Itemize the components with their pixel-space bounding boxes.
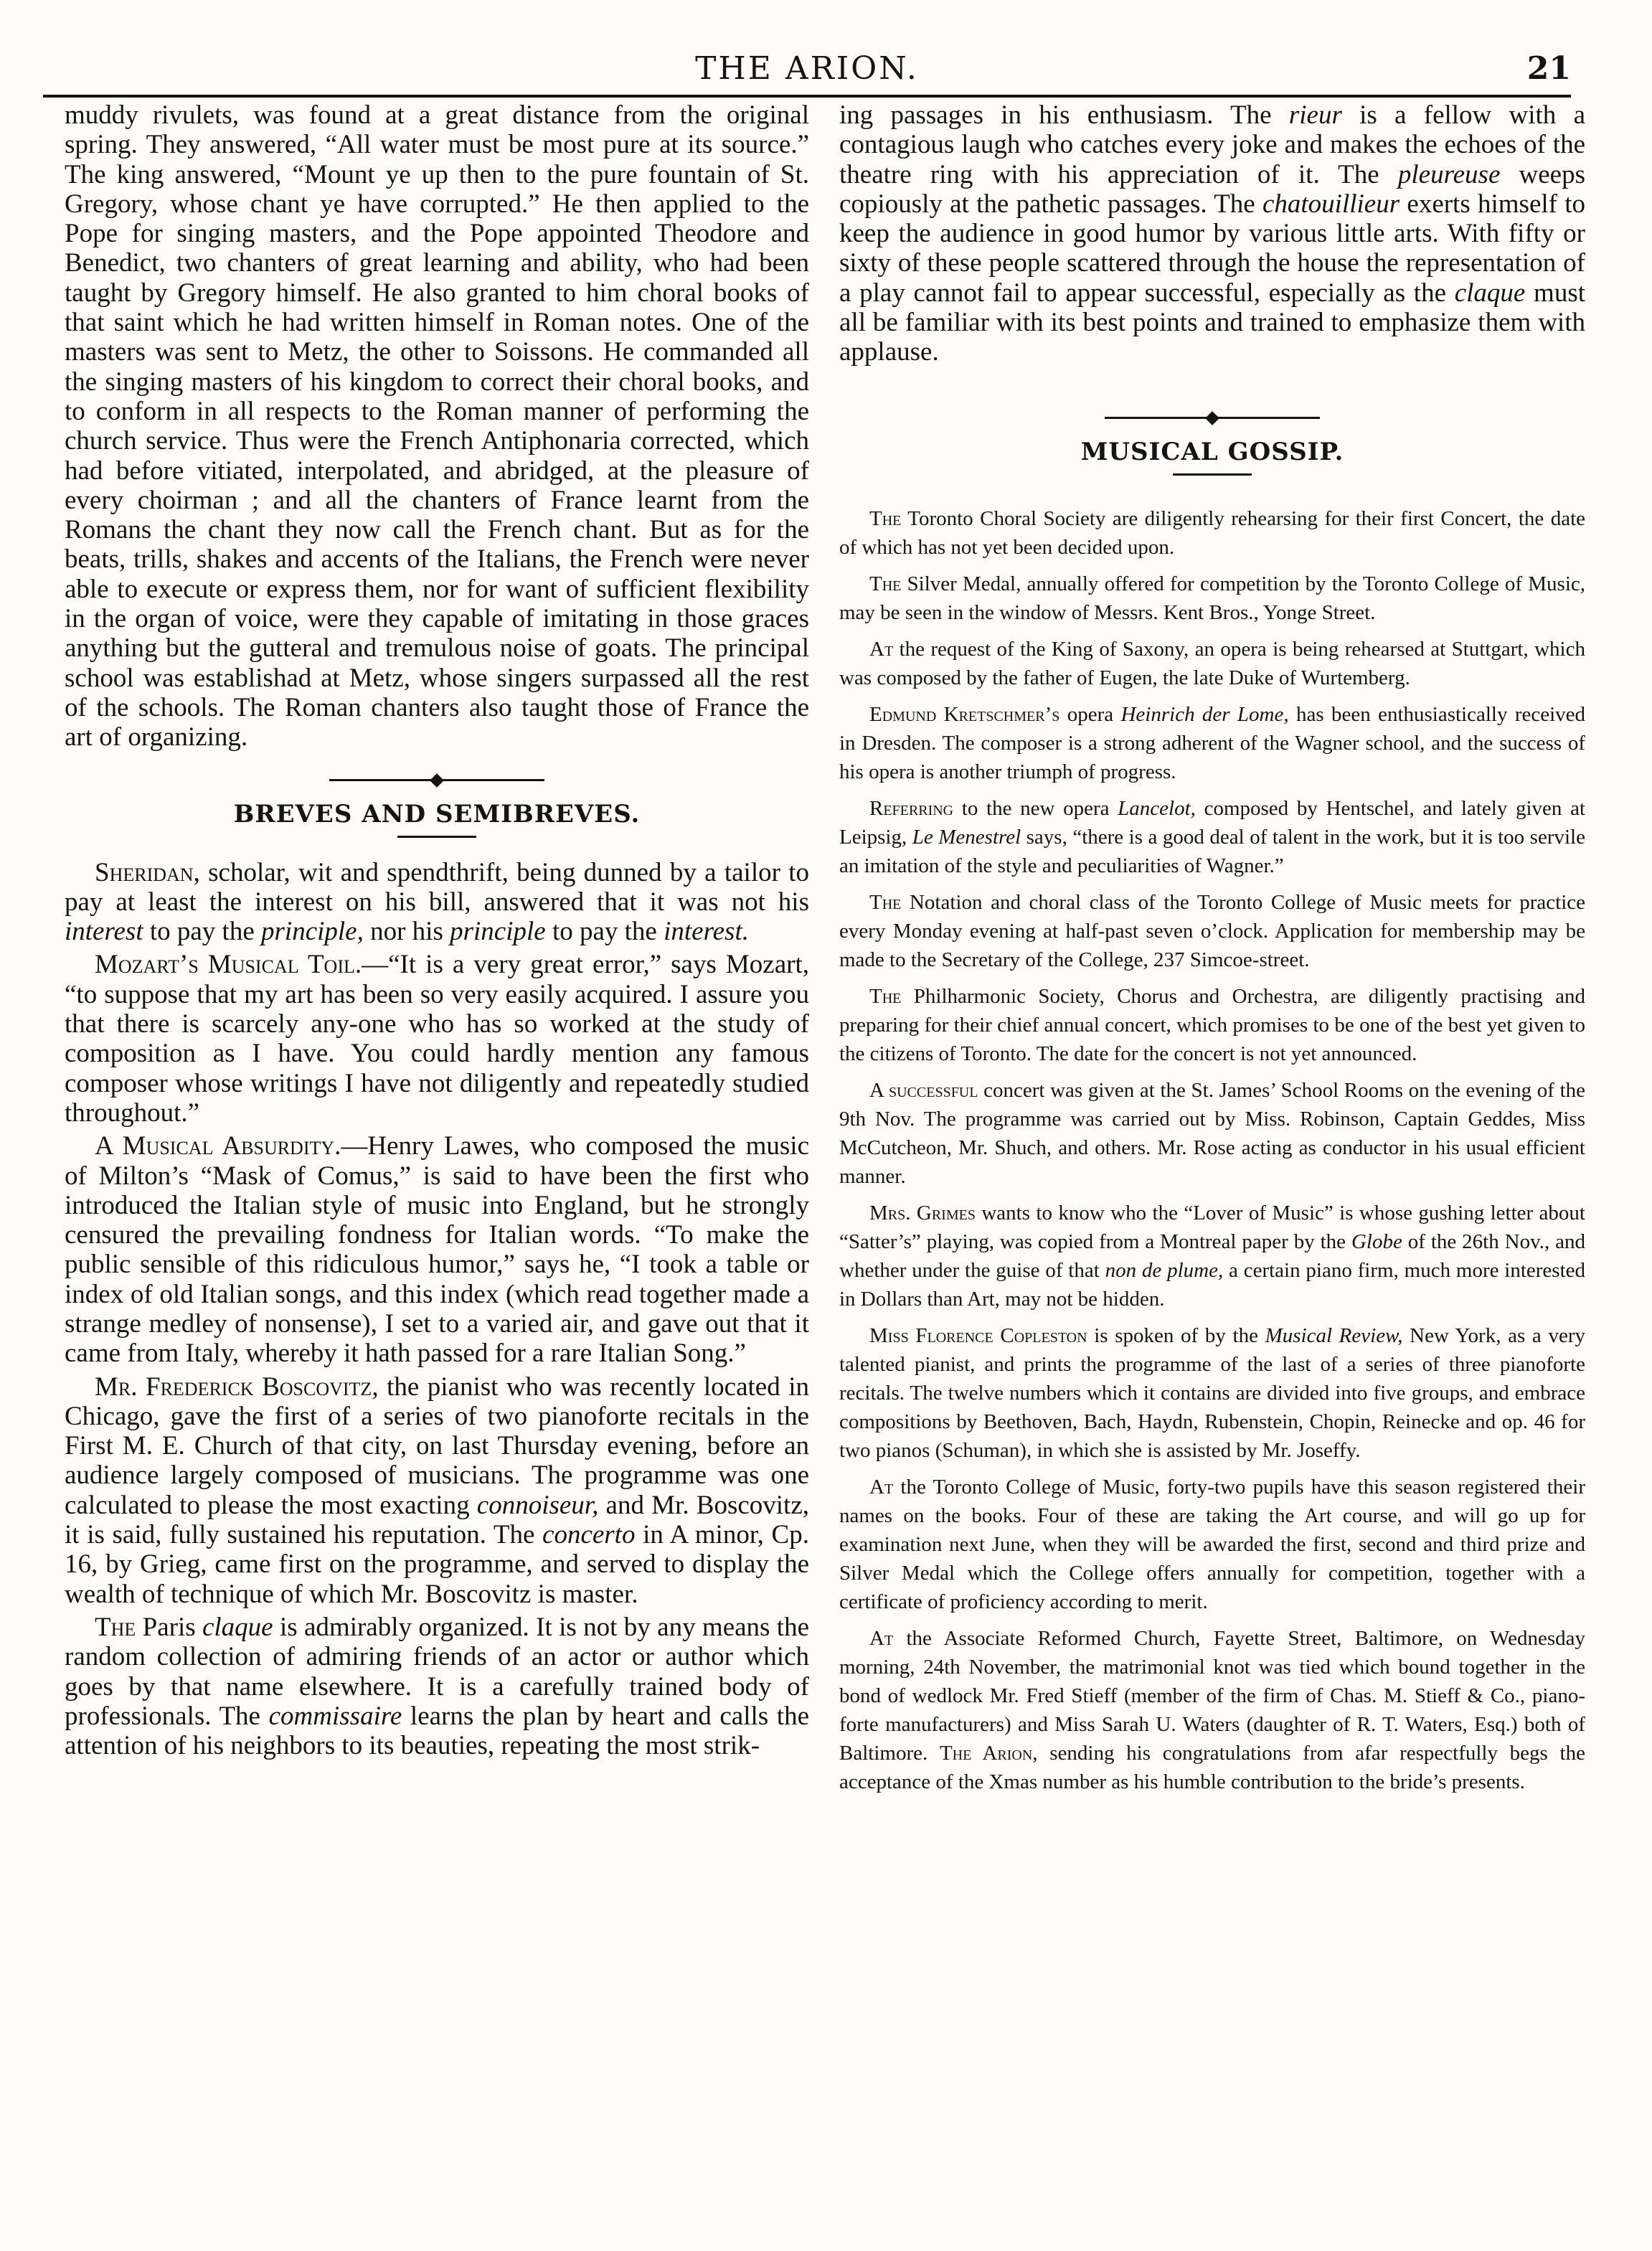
claque-paragraph: The Paris claque is admirably organized. It is not by any means the random collection of admiring friends of an actor or author which goes by that name elsewhere. It is a carefully trained body of professionals. The commissaire learns the plan by heart and calls the attention of his neighbors to its beauties, repeating the most strik- (65, 1612, 810, 1761)
heading-underline (397, 836, 476, 838)
gossip-item: The Silver Medal, annually offered for competition by the Toronto College of Music, may be seen in the window of Messrs. Kent Bros., Yonge Street. (839, 572, 1585, 624)
absurdity-paragraph: A Musical Absurdity.—Henry Lawes, who composed the music of Milton’s “Mask of Comus,” is said to have been the first who introduced the Italian style of music into England, but he strongly censured the prevailing fondness for Italian words. “To make the public sensible of this ridiculous humor,” says he, “I took a table or index of old Italian songs, and this index (which read together made a strange medley of nonsense), I set to a varied air, and gave out that it came from Italy, whereby it hath passed for a rare Italian Song.” (65, 1131, 809, 1369)
claque-continuation-paragraph: ing passages in his enthusiasm. The rieur is a fellow with a contagious laugh who catches every joke and makes the echoes of the theatre ring with his appreciation of it. The pleureuse weeps copiously at the pathetic passages. The chatouillieur exerts himself to keep the audience in good humor by various little arts. With fifty or sixty of these people scattered through the house the representation of a play cannot fail to appear successful, especially as the claque must all be familiar with its best points and trained to emphasize them with applause. (839, 100, 1586, 367)
heading-underline (1173, 473, 1252, 476)
section-heading-gossip: MUSICAL GOSSIP. (1080, 437, 1344, 466)
header-rule (43, 95, 1571, 98)
running-title: THE ARION. (695, 50, 919, 87)
gossip-item: The Philharmonic Society, Chorus and Orchestra, are diligently practising and preparing for their chief annual concert, which promises to be one of the best yet given to the citizens of Toronto. The date for the concert is not yet announced. (839, 984, 1585, 1065)
gossip-item: The Notation and choral class of the Toronto College of Music meets for practice every Monday evening at half-past seven o’clock. Application for membership may be made to the Secretary of the College, 237 Simcoe-street. (839, 890, 1585, 971)
gossip-item: Mrs. Grimes wants to know who the “Lover of Music” is whose gushing letter about “Satter’s” playing, was copied from a Montreal paper by the Globe of the 26th Nov., and whether under the guise of that non de plume, a certain piano firm, much more interested in Dollars than Art, may not be hidden. (839, 1201, 1586, 1311)
continued-paragraph: muddy rivulets, was found at a great distance from the original spring. They answered, “All water must be most pure at its source.” The king answered, “Mount ye up then to the pure fountain of St. Gregory, whose chant ye have corrupted.” He then applied to the Pope for singing masters, and the Pope appointed Theodore and Benedict, two chanters of great learning and ability, who had been taught by Gregory himself. He also granted to him choral books of that saint which he had written himself in Roman notes. One of the masters was sent to Metz, the other to Soissons. He commanded all the singing masters of his kingdom to correct their choral books, and to conform in all respects to the Roman manner of performing the church service. Thus were the French Antiphonaria corrected, which had before vitiated, interpolated, and abridged, at the pleasure of every choirman ; and all the chanters of France learnt from the Romans the chant they now call the French chant. But as for the beats, trills, shakes and accents of the Italians, the French were never able to execute or express them, nor for want of sufficient flexibility in the organ of voice, were they capable of imitating in those graces anything but the gutteral and tremulous noise of goats. The principal school was establishad at Metz, whose singers surpassed all the rest of the schools. The Roman chanters also taught those of France the art of organizing. (65, 100, 809, 752)
paragraph-lead: Mr. Frederick Boscovitz (95, 1372, 372, 1402)
sheridan-paragraph: Sheridan, scholar, wit and spendthrift, being dunned by a tailor to pay at least the interest on his bill, answered that it was not his interest to pay the principle, nor his principle to pay the interest. (65, 857, 809, 947)
paragraph-lead: Sheridan (95, 857, 194, 887)
gossip-item: At the request of the King of Saxony, an opera is being rehearsed at Stuttgart, which was composed by the father of Eugen, the late Duke of Wurtemberg. (839, 637, 1585, 689)
right-column (839, 100, 1585, 1804)
paragraph-lead: A Musical Absurdity. (95, 1131, 341, 1161)
gossip-item: Edmund Kretschmer’s opera Heinrich der Lome, has been enthusiastically received in Dresden. The composer is a strong adherent of the Wagner school, and the success of his opera is another triumph of progress. (839, 702, 1586, 783)
section-divider-ornament (329, 771, 544, 788)
mozart-paragraph: Mozart’s Musical Toil.—“It is a very great error,” says Mozart, “to suppose that my art has been so very easily acquired. I assure you that there is scarcely any-one who has so worked at the study of composition as I have. You could hardly mention any famous composer whose writings I have not diligently and repeatedly studied throughout.” (65, 950, 809, 1128)
paragraph-lead: Mozart’s Musical Toil. (95, 950, 362, 980)
page-header (43, 50, 1571, 95)
gossip-item: Referring to the new opera Lancelot, composed by Hentschel, and lately given at Leipsig, Le Menestrel says, “there is a good deal of talent in the work, but it is too servile an imitation of the style and peculiarities of Wagner.” (839, 796, 1586, 877)
gossip-item: At the Associate Reformed Church, Fayette Street, Baltimore, on Wednesday morning, 24th November, the matrimonial knot was tied which bound together in the bond of wedlock Mr. Fred Stieff (member of the firm of Chas. M. Stieff & Co., piano-forte manufacturers) and Miss Sarah U. Waters (daughter of R. T. Waters, Esq.) both of Baltimore. The Arion, sending his congratulations from afar respectfully begs the acceptance of the Xmas number as his humble contribution to the bride’s presents. (839, 1626, 1585, 1793)
page-number: 21 (1526, 50, 1571, 87)
gossip-item: A successful concert was given at the St. James’ School Rooms on the evening of the 9th Nov. The programme was carried out by Miss. Robinson, Captain Geddes, Miss McCutcheon, Mr. Shuch, and others. Mr. Rose acting as conductor in his usual efficient manner. (839, 1078, 1585, 1188)
gossip-item: At the Toronto College of Music, forty-two pupils have this season registered their names on the books. Four of these are taking the Art course, and will go up for examination next June, when they will be awarded the first, second and third prize and Silver Medal which the College offers annually for competition, together with a certificate of proficiency according to merit. (839, 1475, 1585, 1613)
gossip-item: The Toronto Choral Society are diligently rehearsing for their first Concert, the date of which has not yet been decided upon. (839, 506, 1585, 559)
section-heading-breves: BREVES AND SEMIBREVES. (233, 799, 641, 829)
gossip-item: Miss Florence Copleston is spoken of by the Musical Review, New York, as a very talented pianist, and prints the programme of the last of a series of three pianoforte recitals. The twelve numbers which it contains are divided into five groups, and embrace compositions by Beethoven, Bach, Haydn, Rubenstein, Chopin, Reinecke and op. 46 for two pianos (Schuman), in which she is assisted by Mr. Joseffy. (839, 1323, 1585, 1462)
section-divider-ornament (1105, 409, 1320, 426)
left-column (65, 100, 809, 1764)
boscovitz-paragraph: Mr. Frederick Boscovitz, the pianist who was recently located in Chicago, gave the first of a series of two pianoforte recitals in the First M. E. Church of that city, on last Thursday evening, before an audience largely composed of musicians. The programme was one calculated to please the most exacting connoiseur, and Mr. Boscovitz, it is said, fully sustained his reputation. The concerto in A minor, Cp. 16, by Grieg, came first on the programme, and served to display the wealth of technique of which Mr. Boscovitz is master. (65, 1372, 809, 1609)
paragraph-lead: The (95, 1612, 136, 1642)
